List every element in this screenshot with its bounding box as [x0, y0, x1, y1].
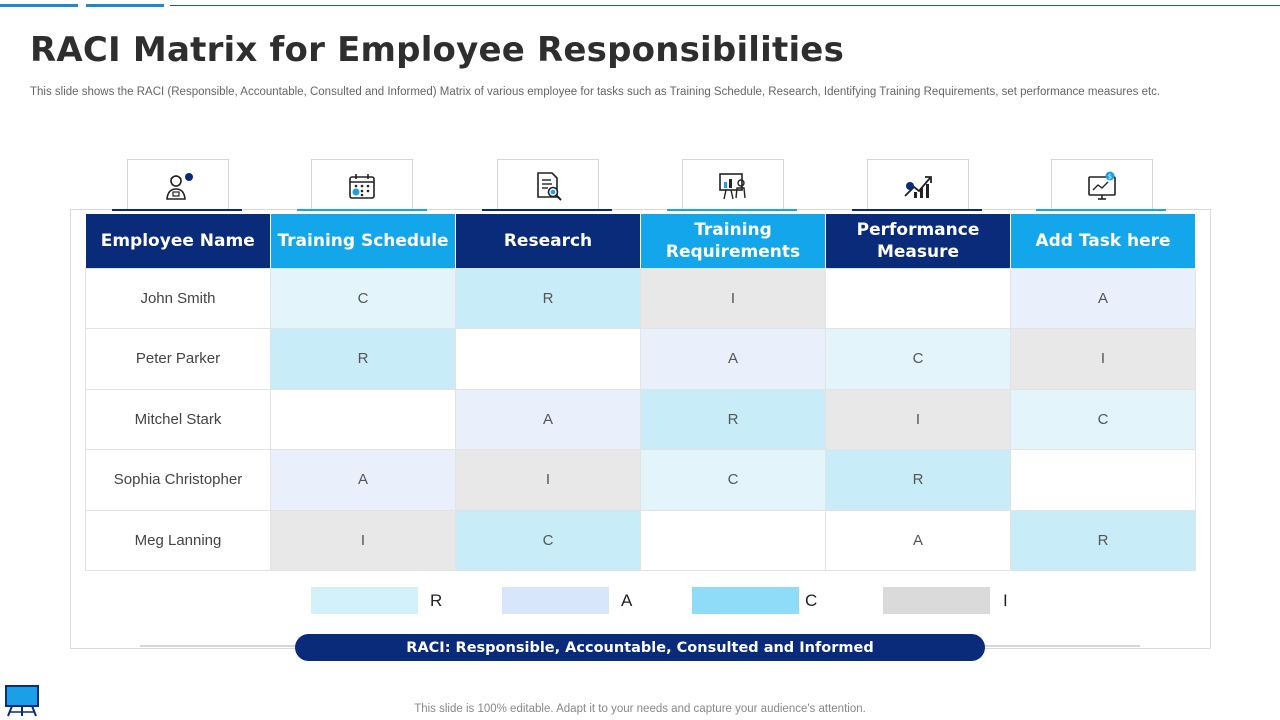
employee-name-cell: Sophia Christopher [86, 450, 271, 511]
legend-swatch-i [883, 587, 990, 614]
employee-name-cell: Peter Parker [86, 329, 271, 390]
table-row [86, 329, 1196, 390]
raci-cell: A [271, 450, 456, 511]
raci-cell: A [1011, 268, 1196, 329]
column-header-add-task: Add Task here [1011, 214, 1196, 268]
calendar-icon [311, 159, 413, 211]
legend-label-a: A [621, 591, 633, 610]
table-row [86, 450, 1196, 511]
icon-underline [482, 209, 612, 211]
raci-cell [641, 510, 826, 571]
icon-underline [667, 209, 797, 211]
raci-cell: C [1011, 389, 1196, 450]
growth-chart-icon [867, 159, 969, 211]
raci-cell: I [641, 268, 826, 329]
column-header-research: Research [456, 214, 641, 268]
raci-cell: C [826, 329, 1011, 390]
top-accent-segment [86, 4, 164, 7]
raci-cell [826, 268, 1011, 329]
legend-label-r: R [430, 591, 443, 610]
table-row [86, 389, 1196, 450]
raci-cell [1011, 450, 1196, 511]
legend-swatch-c [692, 587, 799, 614]
page-title: RACI Matrix for Employee Responsibilities [30, 30, 845, 70]
page-subtitle: This slide shows the RACI (Responsible, Accountable, Consulted and Informed) Matrix of various employee for tasks such as Training Schedule, Research, Identifying Training Requirements, set performance measures etc. [30, 86, 1161, 98]
raci-cell: A [826, 510, 1011, 571]
table-row [86, 510, 1196, 571]
raci-cell: C [641, 450, 826, 511]
top-accent-segment [0, 4, 78, 7]
raci-cell: R [641, 389, 826, 450]
icon-underline [852, 209, 982, 211]
raci-cell: R [826, 450, 1011, 511]
raci-cell [456, 329, 641, 390]
raci-cell: I [1011, 329, 1196, 390]
top-rule [170, 5, 1280, 6]
legend-label-c: C [805, 591, 818, 610]
column-header-training-requirements: Training Requirements [641, 214, 826, 268]
column-header-employee-name: Employee Name [86, 214, 271, 268]
raci-matrix-table [85, 214, 1196, 571]
raci-cell: I [456, 450, 641, 511]
monitor-dollar-icon [1051, 159, 1153, 211]
raci-cell: C [456, 510, 641, 571]
column-header-performance-measure: Performance Measure [826, 214, 1011, 268]
footer-note: This slide is 100% editable. Adapt it to your needs and capture your audience's attention. [414, 703, 866, 715]
table-row [86, 268, 1196, 329]
legend-swatch-r [311, 587, 418, 614]
raci-cell: A [456, 389, 641, 450]
legend-swatch-a [502, 587, 609, 614]
raci-cell: C [271, 268, 456, 329]
employee-name-cell: Mitchel Stark [86, 389, 271, 450]
table-header-row [86, 214, 1196, 268]
raci-cell: R [271, 329, 456, 390]
raci-cell: R [456, 268, 641, 329]
svg-text:$: $ [1107, 172, 1113, 180]
raci-banner: RACI: Responsible, Accountable, Consulted and Informed [295, 634, 985, 661]
legend-label-i: I [1003, 591, 1008, 610]
raci-cell: A [641, 329, 826, 390]
icon-underline [112, 209, 242, 211]
person-icon [127, 159, 229, 211]
icon-underline [297, 209, 427, 211]
raci-cell: I [271, 510, 456, 571]
employee-name-cell: Meg Lanning [86, 510, 271, 571]
column-header-training-schedule: Training Schedule [271, 214, 456, 268]
document-search-icon [497, 159, 599, 211]
icon-underline [1036, 209, 1166, 211]
presentation-icon [682, 159, 784, 211]
employee-name-cell: John Smith [86, 268, 271, 329]
raci-cell [271, 389, 456, 450]
raci-cell: R [1011, 510, 1196, 571]
top-decoration [0, 4, 1280, 6]
raci-cell: I [826, 389, 1011, 450]
